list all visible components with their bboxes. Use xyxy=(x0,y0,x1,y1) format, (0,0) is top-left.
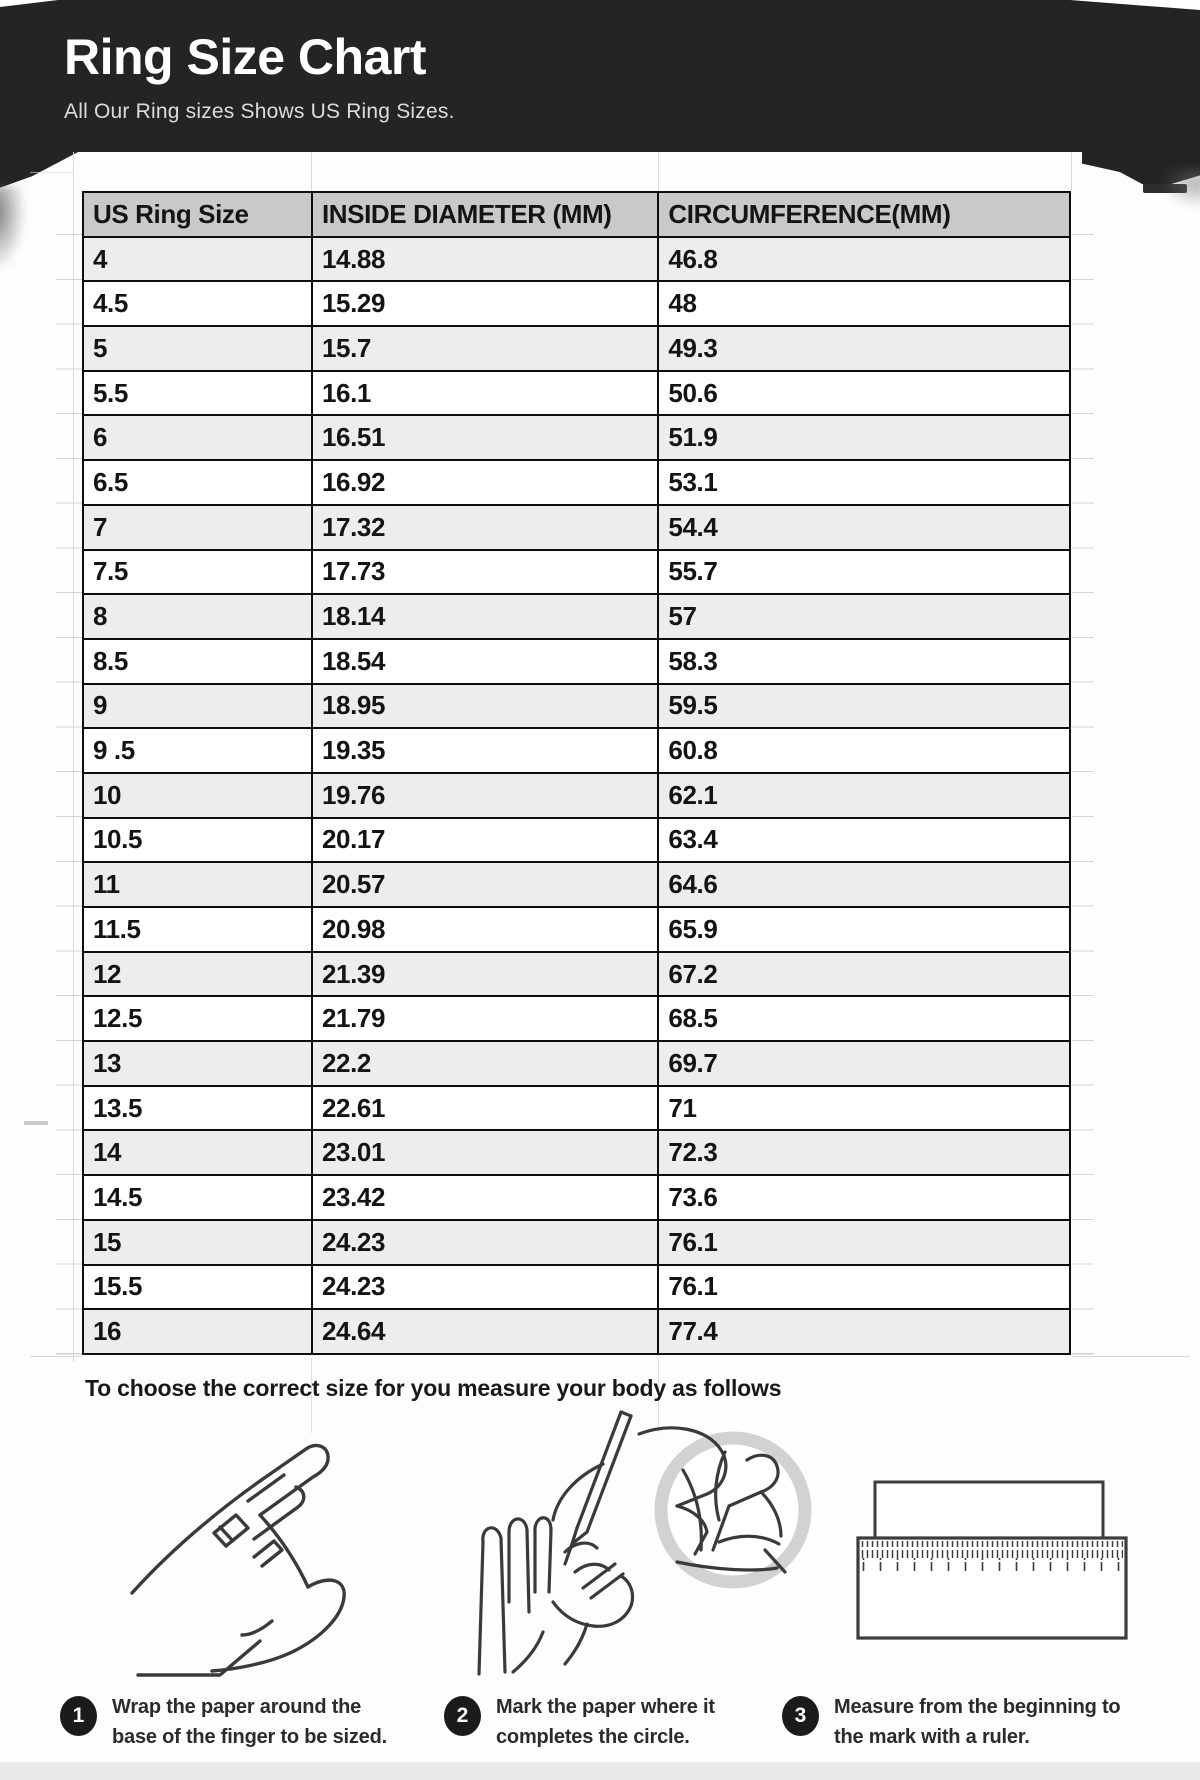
size-cell: 13 xyxy=(83,1041,312,1086)
size-cell: 58.3 xyxy=(658,639,1070,684)
photo-shadow-left xyxy=(0,186,26,272)
size-cell: 23.42 xyxy=(312,1175,658,1220)
size-cell: 64.6 xyxy=(658,862,1070,907)
size-cell: 46.8 xyxy=(658,237,1070,282)
gridline-above-right xyxy=(1071,152,1072,191)
photo-dash-artifact xyxy=(24,1121,48,1125)
size-cell: 72.3 xyxy=(658,1130,1070,1175)
size-cell: 4 xyxy=(83,237,312,282)
table-row xyxy=(83,639,1070,684)
size-cell: 19.76 xyxy=(312,773,658,818)
size-cell: 50.6 xyxy=(658,371,1070,416)
size-cell: 55.7 xyxy=(658,550,1070,595)
size-cell: 73.6 xyxy=(658,1175,1070,1220)
size-cell: 51.9 xyxy=(658,415,1070,460)
size-cell: 24.23 xyxy=(312,1265,658,1310)
page-title: Ring Size Chart xyxy=(64,29,426,85)
size-cell: 5.5 xyxy=(83,371,312,416)
size-cell: 69.7 xyxy=(658,1041,1070,1086)
table-row xyxy=(83,237,1070,282)
size-cell: 76.1 xyxy=(658,1265,1070,1310)
table-row xyxy=(83,1220,1070,1265)
size-cell: 49.3 xyxy=(658,326,1070,371)
table-row xyxy=(83,415,1070,460)
table-row xyxy=(83,952,1070,997)
size-cell: 16.1 xyxy=(312,371,658,416)
table-row xyxy=(83,907,1070,952)
size-cell: 22.2 xyxy=(312,1041,658,1086)
step-2 xyxy=(444,1692,782,1752)
size-cell: 18.95 xyxy=(312,684,658,729)
ruler-icon xyxy=(855,1478,1145,1648)
size-cell: 14.5 xyxy=(83,1175,312,1220)
size-cell: 68.5 xyxy=(658,996,1070,1041)
marking-hands-icon xyxy=(425,1402,815,1692)
size-cell: 10 xyxy=(83,773,312,818)
size-cell: 57 xyxy=(658,594,1070,639)
size-cell: 6 xyxy=(83,415,312,460)
hero-banner xyxy=(0,0,1200,152)
size-cell: 10.5 xyxy=(83,818,312,863)
size-cell: 14.88 xyxy=(312,237,658,282)
size-cell: 12 xyxy=(83,952,312,997)
table-row xyxy=(83,1309,1070,1354)
size-cell: 15 xyxy=(83,1220,312,1265)
size-cell: 71 xyxy=(658,1086,1070,1131)
step-3-text: Measure from the beginning to the mark with a ruler. xyxy=(834,1696,1121,1748)
size-cell: 11 xyxy=(83,862,312,907)
size-cell: 65.9 xyxy=(658,907,1070,952)
ruler-measure-illustration xyxy=(855,1478,1145,1648)
table-header-row xyxy=(83,192,1070,237)
size-cell: 7 xyxy=(83,505,312,550)
size-cell: 24.23 xyxy=(312,1220,658,1265)
step-1-number-badge: 1 xyxy=(60,1696,97,1736)
size-cell: 18.14 xyxy=(312,594,658,639)
table-row xyxy=(83,818,1070,863)
gridline-below-left xyxy=(30,1356,82,1357)
size-cell: 14 xyxy=(83,1130,312,1175)
row-gridline-stubs-right xyxy=(1072,234,1094,1359)
table-row xyxy=(83,1175,1070,1220)
size-cell: 21.79 xyxy=(312,996,658,1041)
size-cell: 12.5 xyxy=(83,996,312,1041)
gridline-above-col3 xyxy=(658,152,659,191)
size-cell: 54.4 xyxy=(658,505,1070,550)
instruction-steps xyxy=(60,1692,1190,1752)
hand-icon xyxy=(120,1425,370,1685)
size-cell: 24.64 xyxy=(312,1309,658,1354)
gridline-above-col2 xyxy=(311,152,312,191)
table-row xyxy=(83,594,1070,639)
size-cell: 20.17 xyxy=(312,818,658,863)
gridline-below-right xyxy=(1072,1356,1190,1357)
table-row xyxy=(83,862,1070,907)
table-row xyxy=(83,773,1070,818)
size-cell: 5 xyxy=(83,326,312,371)
table-row xyxy=(83,281,1070,326)
size-cell: 8.5 xyxy=(83,639,312,684)
size-cell: 8 xyxy=(83,594,312,639)
size-cell: 9 .5 xyxy=(83,728,312,773)
size-cell: 63.4 xyxy=(658,818,1070,863)
size-cell: 16.51 xyxy=(312,415,658,460)
page-subtitle: All Our Ring sizes Shows US Ring Sizes. xyxy=(64,100,455,123)
column-header-circumference: CIRCUMFERENCE(MM) xyxy=(658,192,1070,237)
size-cell: 59.5 xyxy=(658,684,1070,729)
size-cell: 6.5 xyxy=(83,460,312,505)
size-cell: 21.39 xyxy=(312,952,658,997)
hand-to-be-sized-illustration xyxy=(120,1425,370,1685)
table-row xyxy=(83,1130,1070,1175)
table-row xyxy=(83,550,1070,595)
table-row xyxy=(83,996,1070,1041)
table-row xyxy=(83,326,1070,371)
magnifier-ring-icon xyxy=(661,1438,805,1582)
size-cell: 11.5 xyxy=(83,907,312,952)
table-row xyxy=(83,1265,1070,1310)
size-cell: 53.1 xyxy=(658,460,1070,505)
footer-band xyxy=(0,1762,1200,1780)
step-1-text: Wrap the paper around the base of the finger to be sized. xyxy=(112,1696,387,1748)
step-3 xyxy=(782,1692,1182,1752)
column-header-inside-diameter: INSIDE DIAMETER (MM) xyxy=(312,192,658,237)
instructions-heading: To choose the correct size for you measure your body as follows xyxy=(85,1375,782,1401)
size-cell: 15.7 xyxy=(312,326,658,371)
size-cell: 77.4 xyxy=(658,1309,1070,1354)
size-cell: 18.54 xyxy=(312,639,658,684)
size-cell: 15.29 xyxy=(312,281,658,326)
table-row xyxy=(83,505,1070,550)
size-cell: 60.8 xyxy=(658,728,1070,773)
row-gridline-stubs-left xyxy=(56,234,82,1359)
table-row xyxy=(83,1086,1070,1131)
size-cell: 20.98 xyxy=(312,907,658,952)
size-cell: 16.92 xyxy=(312,460,658,505)
photo-shadow-right xyxy=(1160,168,1200,208)
size-cell: 4.5 xyxy=(83,281,312,326)
step-2-text: Mark the paper where it completes the circle. xyxy=(496,1696,715,1748)
step-3-number-badge: 3 xyxy=(782,1696,819,1736)
size-cell: 62.1 xyxy=(658,773,1070,818)
size-cell: 22.61 xyxy=(312,1086,658,1131)
size-table-body xyxy=(83,237,1070,1354)
size-cell: 67.2 xyxy=(658,952,1070,997)
size-cell: 23.01 xyxy=(312,1130,658,1175)
size-cell: 19.35 xyxy=(312,728,658,773)
gridline-top-left xyxy=(30,172,73,173)
size-cell: 13.5 xyxy=(83,1086,312,1131)
ring-size-table xyxy=(82,191,1071,1355)
table-row xyxy=(83,728,1070,773)
size-cell: 16 xyxy=(83,1309,312,1354)
size-cell: 20.57 xyxy=(312,862,658,907)
table-row xyxy=(83,1041,1070,1086)
step-2-number-badge: 2 xyxy=(444,1696,481,1736)
column-header-us-ring-size: US Ring Size xyxy=(83,192,312,237)
step-1 xyxy=(60,1692,444,1752)
size-cell: 17.73 xyxy=(312,550,658,595)
mark-paper-with-pen-illustration xyxy=(425,1402,815,1692)
size-cell: 15.5 xyxy=(83,1265,312,1310)
size-cell: 9 xyxy=(83,684,312,729)
table-row xyxy=(83,371,1070,416)
size-cell: 48 xyxy=(658,281,1070,326)
table-row xyxy=(83,684,1070,729)
table-row xyxy=(83,460,1070,505)
size-cell: 76.1 xyxy=(658,1220,1070,1265)
size-cell: 7.5 xyxy=(83,550,312,595)
size-cell: 17.32 xyxy=(312,505,658,550)
